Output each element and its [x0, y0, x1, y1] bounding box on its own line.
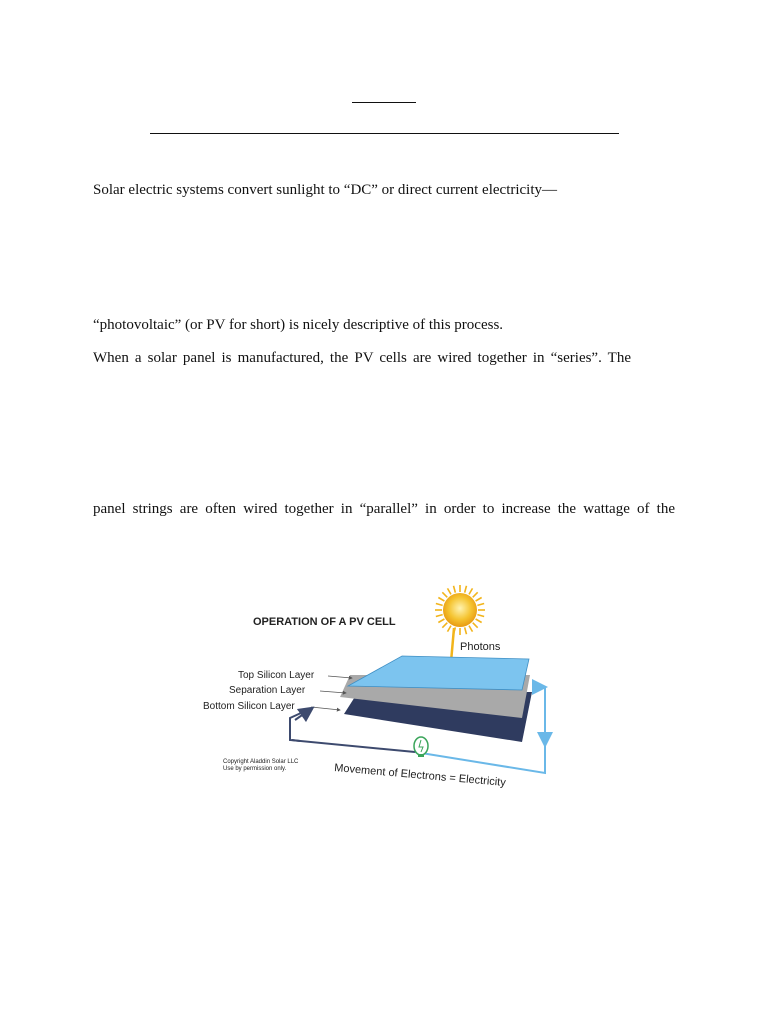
paragraph-4: panel strings are often wired together in “parallel” in order to increase the wattage of the — [93, 501, 675, 517]
electricity-caption: Movement of Electrons = Electricity — [333, 762, 507, 789]
pv-cell-diagram — [200, 580, 570, 800]
photons-label: Photons — [460, 641, 501, 653]
title-rule-short — [352, 102, 416, 103]
top-layer-label: Top Silicon Layer — [238, 670, 315, 681]
copyright-line-1: Copyright Aladdin Solar LLC — [223, 759, 299, 765]
paragraph-1: Solar electric systems convert sunlight to “DC” or direct current electricity— — [93, 182, 558, 198]
top-silicon-layer — [348, 656, 529, 690]
paragraph-3: When a solar panel is manufactured, the PV cells are wired together in “series”. The — [93, 350, 631, 366]
figure-title: OPERATION OF A PV CELL — [253, 616, 396, 628]
separation-layer-label: Separation Layer — [229, 685, 306, 696]
title-rule-long — [150, 133, 619, 134]
paragraph-2: “photovoltaic” (or PV for short) is nicely descriptive of this process. — [93, 317, 504, 333]
copyright-line-2: Use by permission only. — [223, 766, 287, 772]
bottom-layer-label: Bottom Silicon Layer — [203, 701, 295, 712]
sun-icon — [435, 585, 485, 666]
